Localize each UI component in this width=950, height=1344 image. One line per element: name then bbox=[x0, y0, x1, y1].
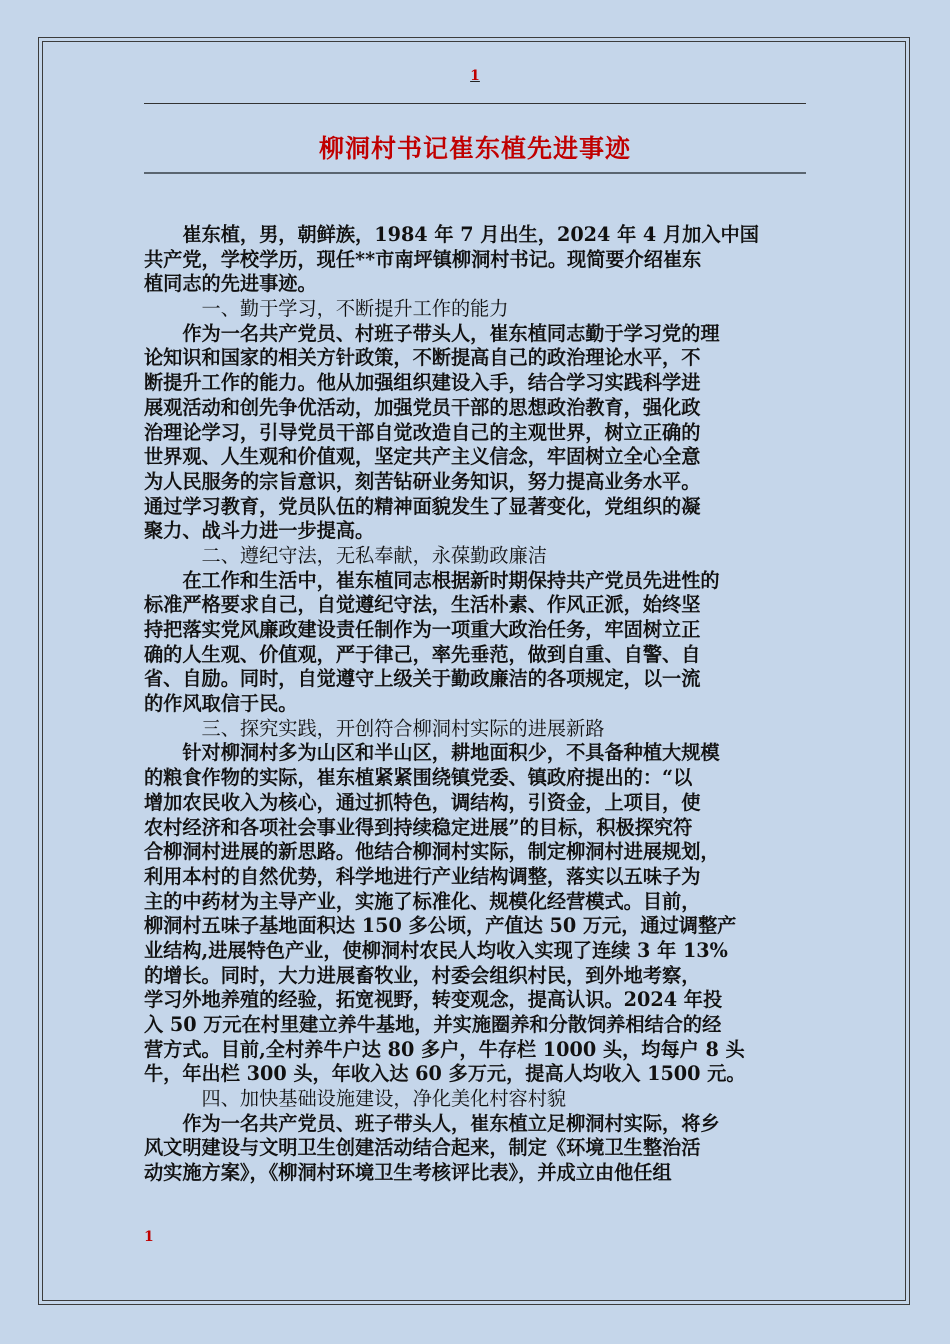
paragraph-line: 展观活动和创先争优活动，加强党员干部的思想政治教育，强化政 bbox=[144, 395, 701, 419]
paragraph-line: 的作风取信于民。 bbox=[144, 692, 298, 716]
section-heading: 二、遵纪守法，无私奉献，永葆勤政廉洁 bbox=[144, 543, 547, 567]
paragraph-line: 入 50 万元在村里建立养牛基地，并实施圈养和分散饲养相结合的经 bbox=[144, 1013, 722, 1036]
paragraph-line: 共产党，学校学历，现任**市南坪镇柳洞村书记。现简要介绍崔东 bbox=[144, 247, 702, 271]
paragraph-line: 的增长。同时，大力进展畜牧业，村委会组织村民，到外地考察， bbox=[144, 963, 701, 987]
section-heading: 一、勤于学习，不断提升工作的能力 bbox=[144, 297, 509, 321]
paragraph-line: 农村经济和各项社会事业得到持续稳定进展”的目标，积极探究符 bbox=[144, 815, 693, 839]
document-title: 柳洞村书记崔东植先进事迹 bbox=[318, 134, 631, 163]
paragraph-line: 在工作和生活中，崔东植同志根据新时期保持共产党员先进性的 bbox=[144, 568, 720, 592]
paragraph-line: 为人民服务的宗旨意识，刻苦钻研业务知识，努力提高业务水平。 bbox=[144, 469, 701, 493]
paragraph-line: 崔东植，男，朝鲜族，1984 年 7 月出生，2024 年 4 月加入中国 bbox=[144, 223, 759, 246]
title-rule bbox=[144, 172, 806, 174]
paragraph-line: 标准严格要求自己，自觉遵纪守法，生活朴素、作风正派，始终坚 bbox=[144, 593, 701, 617]
paragraph-line: 合柳洞村进展的新思路。他结合柳洞村实际，制定柳洞村进展规划， bbox=[144, 840, 720, 864]
paragraph-line: 确的人生观、价值观，严于律己，率先垂范，做到自重、自警、自 bbox=[144, 642, 701, 666]
paragraph-line: 作为一名共产党员、班子带头人，崔东植立足柳洞村实际，将乡 bbox=[144, 1111, 720, 1135]
paragraph-line: 营方式。目前,全村养牛户达 80 多户，牛存栏 1000 头，均每户 8 头 bbox=[144, 1037, 745, 1061]
footer-page-number: 1 bbox=[144, 1229, 154, 1245]
header-page-number: 1 bbox=[470, 68, 480, 84]
paragraph-line: 治理论学习，引导党员干部自觉改造自己的主观世界，树立正确的 bbox=[144, 420, 701, 444]
paragraph-line: 通过学习教育，党员队伍的精神面貌发生了显著变化，党组织的凝 bbox=[144, 494, 701, 518]
paragraph-line: 主的中药材为主导产业，实施了标准化、规模化经营模式。目前， bbox=[144, 889, 701, 913]
paragraph-line: 作为一名共产党员、村班子带头人，崔东植同志勤于学习党的理 bbox=[144, 321, 720, 345]
paragraph-line: 世界观、人生观和价值观，坚定共产主义信念，牢固树立全心全意 bbox=[144, 445, 701, 469]
paragraph-line: 持把落实党风廉政建设责任制作为一项重大政治任务，牢固树立正 bbox=[144, 618, 701, 641]
document-body bbox=[144, 223, 810, 1186]
paragraph-line: 的粮食作物的实际，崔东植紧紧围绕镇党委、镇政府提出的：“以 bbox=[144, 766, 693, 790]
paragraph-line: 柳洞村五味子基地面积达 150 多公顷，产值达 50 万元，通过调整产 bbox=[144, 914, 737, 938]
paragraph-line: 植同志的先进事迹。 bbox=[144, 272, 317, 296]
paragraph-line: 业结构,进展特色产业，使柳洞村农民人均收入实现了连续 3 年 13% bbox=[144, 938, 728, 962]
section-heading: 三、探究实践，开创符合柳洞村实际的进展新路 bbox=[144, 716, 605, 740]
paragraph-line: 利用本村的自然优势，科学地进行产业结构调整，落实以五味子为 bbox=[144, 864, 701, 888]
paragraph-line: 学习外地养殖的经验，拓宽视野，转变观念，提高认识。2024 年投 bbox=[144, 988, 723, 1012]
paragraph-line: 风文明建设与文明卫生创建活动结合起来，制定《环境卫生整治活 bbox=[144, 1136, 701, 1160]
header-rule bbox=[144, 103, 806, 104]
paragraph-line: 断提升工作的能力。他从加强组织建设入手，结合学习实践科学进 bbox=[144, 371, 701, 395]
paragraph-line: 聚力、战斗力进一步提高。 bbox=[144, 519, 375, 543]
paragraph-line: 动实施方案》，《柳洞村环境卫生考核评比表》，并成立由他任组 bbox=[144, 1161, 672, 1185]
section-heading: 四、加快基础设施建设，净化美化村容村貌 bbox=[144, 1087, 567, 1111]
paragraph-line: 增加农民收入为核心，通过抓特色，调结构，引资金，上项目，使 bbox=[144, 790, 701, 814]
paragraph-line: 论知识和国家的相关方针政策，不断提高自己的政治理论水平，不 bbox=[144, 346, 701, 370]
paragraph-line: 省、自励。同时，自觉遵守上级关于勤政廉洁的各项规定，以一流 bbox=[144, 667, 701, 691]
paragraph-line: 针对柳洞村多为山区和半山区，耕地面积少，不具备种植大规模 bbox=[144, 741, 720, 765]
paragraph-line: 牛，年出栏 300 头，年收入达 60 多万元，提高人均收入 1500 元。 bbox=[144, 1062, 746, 1086]
